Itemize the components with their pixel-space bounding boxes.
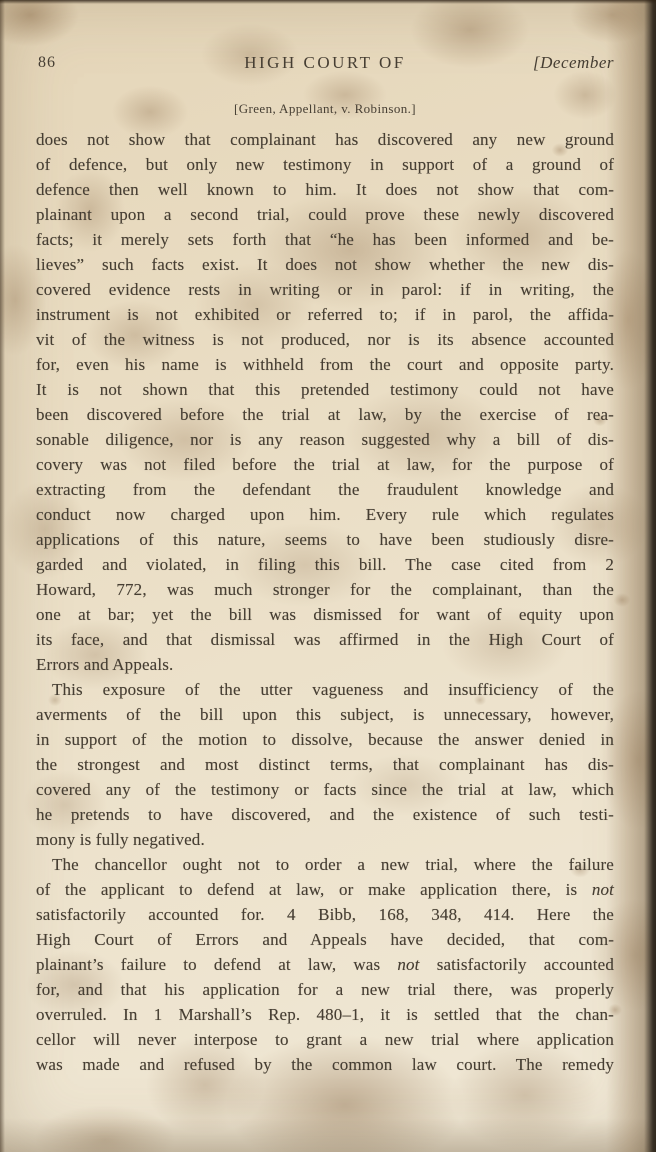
case-caption: [Green, Appellant, v. Robinson.]: [233, 101, 416, 116]
text-line: instrument is not exhibited or referred to; if in parol, the affida-: [36, 305, 614, 324]
text-line: mony is fully negatived.: [36, 830, 205, 849]
running-header-title: HIGH COURT OF: [244, 53, 406, 72]
text-line: facts; it merely sets forth that “he has been informed and be-: [36, 230, 614, 249]
text-line: cellor will never interpose to grant a new trial where application: [36, 1030, 614, 1049]
text-line: plainant upon a second trial, could prove these newly discovered: [36, 205, 614, 224]
text-line: of the applicant to defend at law, or make application there, is not: [36, 880, 614, 899]
text-line: for, and that his application for a new trial there, was properly: [36, 980, 614, 999]
text-line: averments of the bill upon this subject, is unnecessary, however,: [36, 705, 614, 724]
text-line: High Court of Errors and Appeals have decided, that com-: [36, 930, 614, 949]
paragraph: [36, 127, 614, 677]
text-line: in support of the motion to dissolve, because the answer denied in: [36, 730, 614, 749]
paragraph: [36, 852, 614, 1077]
text-line: plainant’s failure to defend at law, was not satisfactorily accounted: [36, 955, 614, 974]
text-line: covered evidence rests in writing or in parol: if in writing, the: [36, 280, 614, 299]
text-line: covered any of the testimony or facts since the trial at law, which: [36, 780, 614, 799]
page-number: 86: [38, 54, 56, 71]
text-line: was made and refused by the common law court. The remedy: [36, 1055, 614, 1074]
text-line: for, even his name is withheld from the court and opposite party.: [36, 355, 614, 374]
text-line: satisfactorily accounted for. 4 Bibb, 168, 348, 414. Here the: [36, 905, 614, 924]
text-line: its face, and that dismissal was affirmed in the High Court of: [36, 630, 614, 649]
text-line: garded and violated, in filing this bill. The case cited from 2: [36, 555, 614, 574]
text-line: conduct now charged upon him. Every rule which regulates: [36, 505, 614, 524]
paragraph: [36, 677, 614, 852]
text-line: Errors and Appeals.: [36, 655, 174, 674]
text-line: been discovered before the trial at law, by the exercise of rea-: [36, 405, 614, 424]
text-line: one at bar; yet the bill was dismissed for want of equity upon: [36, 605, 614, 624]
text-line: It is not shown that this pretended testimony could not have: [36, 380, 614, 399]
text-line: The chancellor ought not to order a new trial, where the failure: [52, 855, 614, 874]
text-line: sonable diligence, nor is any reason suggested why a bill of dis-: [36, 430, 614, 449]
text-line: of defence, but only new testimony in support of a ground of: [36, 155, 614, 174]
text-line: covery was not filed before the trial at law, for the purpose of: [36, 455, 614, 474]
text-line: the strongest and most distinct terms, that complainant has dis-: [36, 755, 614, 774]
text-line: does not show that complainant has discovered any new ground: [36, 130, 614, 149]
text-line: vit of the witness is not produced, nor is its absence accounted: [36, 330, 614, 349]
text-line: overruled. In 1 Marshall’s Rep. 480–1, it is settled that the chan-: [36, 1005, 614, 1024]
text-line: he pretends to have discovered, and the existence of such testi-: [36, 805, 614, 824]
text-line: extracting from the defendant the fraudulent knowledge and: [36, 480, 614, 499]
text-line: defence then well known to him. It does not show that com-: [36, 180, 614, 199]
text-line: applications of this nature, seems to have been studiously disre-: [36, 530, 614, 549]
text-line: lieves” such facts exist. It does not show whether the new dis-: [36, 255, 614, 274]
date-header: [December: [533, 53, 614, 72]
text-line: This exposure of the utter vagueness and insufficiency of the: [52, 680, 614, 699]
text-line: Howard, 772, was much stronger for the complainant, than the: [36, 580, 614, 599]
body-text: [36, 127, 614, 1077]
